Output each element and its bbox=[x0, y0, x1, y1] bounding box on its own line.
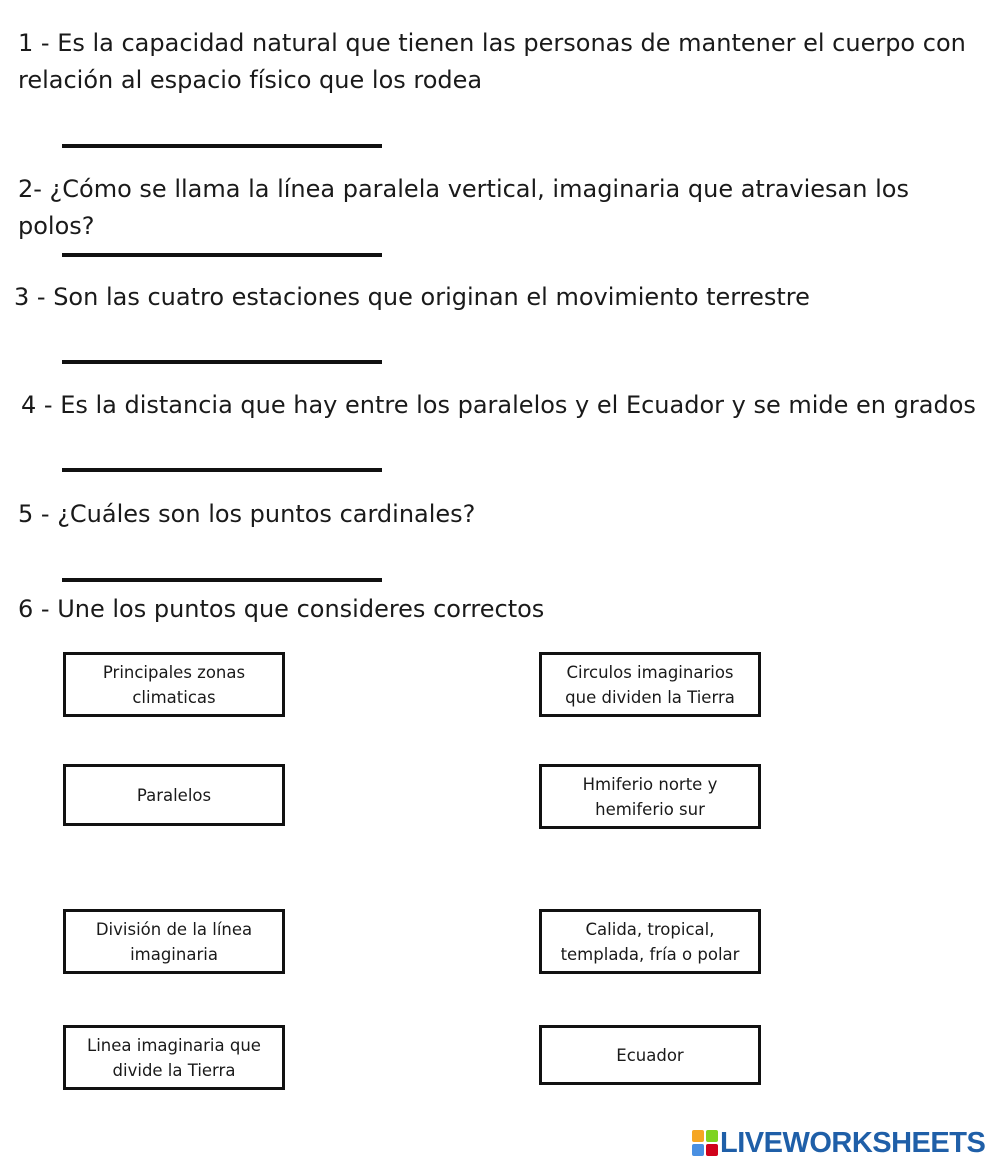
question-3: 3 - Son las cuatro estaciones que originan el movimiento terrestre bbox=[14, 283, 810, 311]
question-5: 5 - ¿Cuáles son los puntos cardinales? bbox=[18, 500, 476, 528]
match-right-3[interactable]: Calida, tropical, templada, fría o polar bbox=[539, 909, 761, 974]
match-left-4[interactable]: Linea imaginaria que divide la Tierra bbox=[63, 1025, 285, 1090]
question-2: 2- ¿Cómo se llama la línea paralela vertical, imaginaria que atraviesan los polos? bbox=[18, 175, 909, 240]
answer-line-5[interactable] bbox=[62, 578, 382, 582]
brand-name: LIVEWORKSHEETS bbox=[720, 1126, 986, 1159]
question-6: 6 - Une los puntos que consideres correctos bbox=[18, 595, 545, 623]
liveworksheets-logo-icon bbox=[692, 1130, 718, 1156]
answer-line-1[interactable] bbox=[62, 144, 382, 148]
match-left-2[interactable]: Paralelos bbox=[63, 764, 285, 826]
match-left-1[interactable]: Principales zonas climaticas bbox=[63, 652, 285, 717]
match-right-2[interactable]: Hmiferio norte y hemiferio sur bbox=[539, 764, 761, 829]
question-4: 4 - Es la distancia que hay entre los paralelos y el Ecuador y se mide en grados bbox=[21, 391, 976, 419]
answer-line-3[interactable] bbox=[62, 360, 382, 364]
match-right-4[interactable]: Ecuador bbox=[539, 1025, 761, 1085]
match-right-1[interactable]: Circulos imaginarios que dividen la Tierra bbox=[539, 652, 761, 717]
answer-line-2[interactable] bbox=[62, 253, 382, 257]
answer-line-4[interactable] bbox=[62, 468, 382, 472]
question-1: 1 - Es la capacidad natural que tienen las personas de mantener el cuerpo con relación al espacio físico que los rodea bbox=[18, 29, 966, 94]
liveworksheets-logo bbox=[692, 1126, 985, 1160]
match-left-3[interactable]: División de la línea imaginaria bbox=[63, 909, 285, 974]
